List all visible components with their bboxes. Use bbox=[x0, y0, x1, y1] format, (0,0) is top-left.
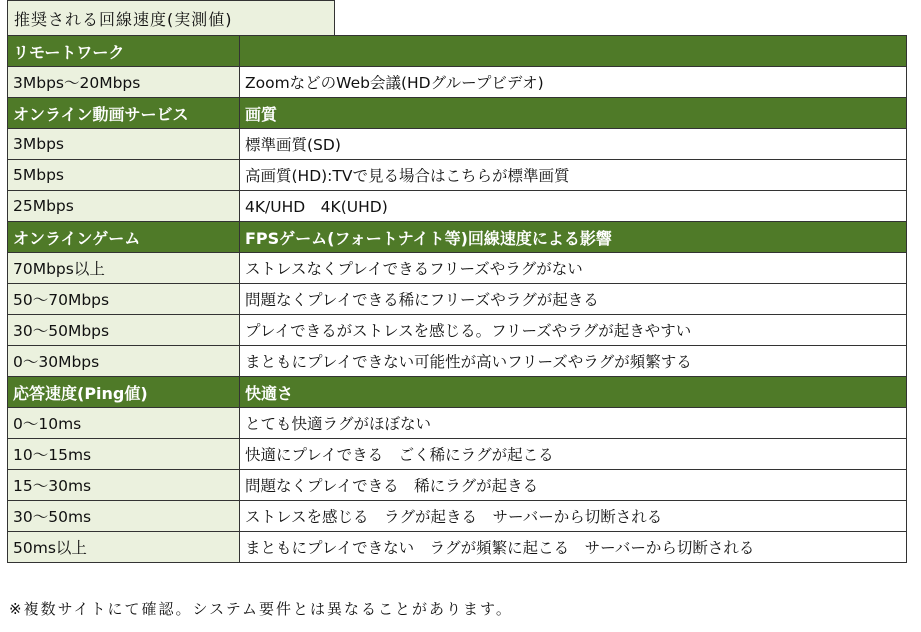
label-cell: 0～10ms bbox=[8, 408, 240, 439]
label-cell: 3Mbps bbox=[8, 129, 240, 160]
value-cell: まともにプレイできない ラグが頻繁に起こる サーバーから切断される bbox=[240, 532, 907, 563]
label-cell: オンライン動画サービス bbox=[8, 98, 240, 129]
table-title: 推奨される回線速度(実測値) bbox=[7, 0, 335, 36]
speed-table-sheet bbox=[7, 0, 906, 563]
value-cell: ストレスなくプレイできるフリーズやラグがない bbox=[240, 253, 907, 284]
table-row bbox=[8, 129, 907, 160]
table-row bbox=[8, 501, 907, 532]
value-cell: プレイできるがストレスを感じる。フリーズやラグが起きやすい bbox=[240, 315, 907, 346]
value-cell: FPSゲーム(フォートナイト等)回線速度による影響 bbox=[240, 222, 907, 253]
label-cell: 5Mbps bbox=[8, 160, 240, 191]
value-cell bbox=[240, 36, 907, 67]
table-row bbox=[8, 470, 907, 501]
table-row bbox=[8, 160, 907, 191]
value-cell: 問題なくプレイできる 稀にラグが起きる bbox=[240, 470, 907, 501]
table-row bbox=[8, 315, 907, 346]
label-cell: 0～30Mbps bbox=[8, 346, 240, 377]
table-row bbox=[8, 439, 907, 470]
label-cell: 50ms以上 bbox=[8, 532, 240, 563]
table-row bbox=[8, 532, 907, 563]
section-header-row bbox=[8, 36, 907, 67]
label-cell: 3Mbps～20Mbps bbox=[8, 67, 240, 98]
label-cell: 応答速度(Ping値) bbox=[8, 377, 240, 408]
table-row bbox=[8, 408, 907, 439]
table-row bbox=[8, 67, 907, 98]
label-cell: 15～30ms bbox=[8, 470, 240, 501]
speed-table bbox=[7, 35, 907, 563]
label-cell: 50～70Mbps bbox=[8, 284, 240, 315]
value-cell: ZoomなどのWeb会議(HDグループビデオ) bbox=[240, 67, 907, 98]
value-cell: ストレスを感じる ラグが起きる サーバーから切断される bbox=[240, 501, 907, 532]
section-header-row bbox=[8, 377, 907, 408]
value-cell: 高画質(HD):TVで見る場合はこちらが標準画質 bbox=[240, 160, 907, 191]
value-cell: 問題なくプレイできる稀にフリーズやラグが起きる bbox=[240, 284, 907, 315]
table-row bbox=[8, 191, 907, 222]
table-row bbox=[8, 253, 907, 284]
value-cell: 快適さ bbox=[240, 377, 907, 408]
label-cell: リモートワーク bbox=[8, 36, 240, 67]
section-header-row bbox=[8, 98, 907, 129]
value-cell: 4K/UHD 4K(UHD) bbox=[240, 191, 907, 222]
label-cell: 30～50ms bbox=[8, 501, 240, 532]
value-cell: とても快適ラグがほぼない bbox=[240, 408, 907, 439]
value-cell: 画質 bbox=[240, 98, 907, 129]
label-cell: 25Mbps bbox=[8, 191, 240, 222]
value-cell: 快適にプレイできる ごく稀にラグが起こる bbox=[240, 439, 907, 470]
table-row bbox=[8, 346, 907, 377]
label-cell: 30～50Mbps bbox=[8, 315, 240, 346]
value-cell: まともにプレイできない可能性が高いフリーズやラグが頻繁する bbox=[240, 346, 907, 377]
section-header-row bbox=[8, 222, 907, 253]
value-cell: 標準画質(SD) bbox=[240, 129, 907, 160]
label-cell: 70Mbps以上 bbox=[8, 253, 240, 284]
label-cell: オンラインゲーム bbox=[8, 222, 240, 253]
label-cell: 10～15ms bbox=[8, 439, 240, 470]
table-row bbox=[8, 284, 907, 315]
footnote: ※複数サイトにて確認。システム要件とは異なることがあります。 bbox=[9, 600, 513, 618]
